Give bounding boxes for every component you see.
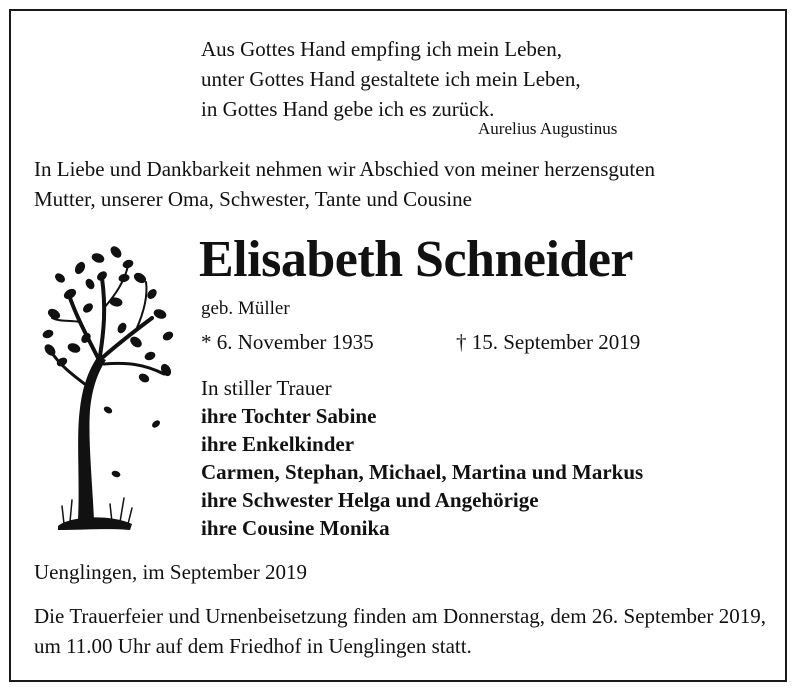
birth-date: * 6. November 1935 [201, 330, 374, 354]
maiden-name: geb. Müller [201, 298, 290, 319]
death-date: † 15. September 2019 [456, 330, 641, 354]
intro-text [34, 154, 655, 214]
mourners-heading: In stiller Trauer [201, 376, 332, 400]
funeral-notice: Die Trauerfeier und Urnenbeisetzung finden am Donnerstag, dem 26. September 2019, um 11.00 Uhr auf dem Friedhof in Uenglingen statt. [34, 604, 766, 658]
verse-line: in Gottes Hand gebe ich es zurück. [201, 97, 495, 121]
mourner-line: ihre Tochter Sabine [201, 404, 377, 428]
tree-icon [40, 238, 180, 538]
mourner-line: ihre Schwester Helga und Angehörige [201, 488, 539, 512]
verse-attribution: Aurelius Augustinus [478, 119, 618, 138]
verse-line: Aus Gottes Hand empfing ich mein Leben, [201, 37, 562, 61]
place-date: Uenglingen, im September 2019 [34, 560, 307, 584]
mourner-line: Carmen, Stephan, Michael, Martina und Markus [201, 460, 644, 484]
verse [201, 34, 581, 124]
mourner-line: ihre Cousine Monika [201, 516, 390, 540]
mourner-line: ihre Enkelkinder [201, 432, 355, 456]
deceased-name: Elisabeth Schneider [199, 231, 633, 288]
intro-line: Mutter, unserer Oma, Schwester, Tante und Cousine [34, 187, 472, 211]
mourners-list [201, 374, 643, 542]
verse-line: unter Gottes Hand gestaltete ich mein Leben, [201, 67, 581, 91]
intro-line: In Liebe und Dankbarkeit nehmen wir Abschied von meiner herzensguten [34, 157, 656, 181]
